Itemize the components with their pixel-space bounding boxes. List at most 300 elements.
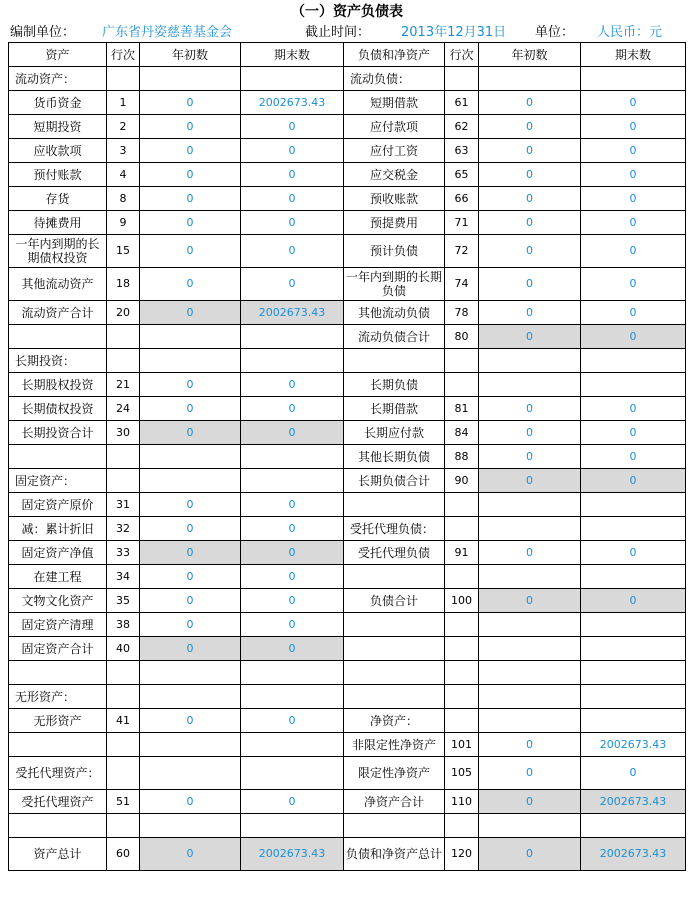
asset-line-no [107,469,140,493]
liability-item: 其他流动负债 [344,301,445,325]
asset-line-no: 3 [107,139,140,163]
liability-begin-value: 0 [479,589,581,613]
table-row [9,139,686,163]
liability-item: 长期负债 [344,373,445,397]
liability-item: 受托代理负债 [344,541,445,565]
header-cell: 行次 [107,43,140,67]
header-cell: 年初数 [479,43,581,67]
liability-item: 其他长期负债 [344,445,445,469]
table-row [9,565,686,589]
asset-begin-value: 0 [140,421,241,445]
asset-line-no: 4 [107,163,140,187]
liability-begin-value: 0 [479,757,581,790]
liability-begin-value: 0 [479,469,581,493]
liability-item: 应付款项 [344,115,445,139]
liability-item [344,661,445,685]
liability-line-no [445,493,479,517]
asset-begin-value: 0 [140,397,241,421]
asset-item: 固定资产合计 [9,637,107,661]
liability-begin-value [479,349,581,373]
asset-end-value: 0 [241,373,344,397]
asset-item: 流动资产： [9,67,107,91]
table-row [9,541,686,565]
liability-end-value [581,661,686,685]
liability-begin-value: 0 [479,268,581,301]
asset-end-value: 0 [241,709,344,733]
table-row [9,709,686,733]
asset-line-no: 2 [107,115,140,139]
table-row [9,685,686,709]
date-value: 2013年12月31日 [401,25,507,40]
liability-item: 净资产合计 [344,790,445,814]
asset-begin-value: 0 [140,91,241,115]
asset-begin-value: 0 [140,268,241,301]
table-row [9,493,686,517]
asset-line-no: 30 [107,421,140,445]
liability-item: 限定性净资产 [344,757,445,790]
table-row [9,637,686,661]
table-row [9,268,686,301]
asset-line-no: 33 [107,541,140,565]
asset-item: 存货 [9,187,107,211]
asset-end-value: 2002673.43 [241,838,344,871]
table-row [9,397,686,421]
asset-line-no [107,814,140,838]
asset-line-no: 32 [107,517,140,541]
liability-begin-value: 0 [479,541,581,565]
header-cell: 行次 [445,43,479,67]
liability-begin-value: 0 [479,301,581,325]
asset-item [9,814,107,838]
asset-begin-value [140,469,241,493]
liability-end-value: 0 [581,589,686,613]
asset-end-value: 0 [241,421,344,445]
liability-line-no [445,814,479,838]
asset-line-no: 60 [107,838,140,871]
asset-begin-value: 0 [140,589,241,613]
balance-sheet-table [8,42,686,871]
asset-item [9,661,107,685]
asset-begin-value [140,757,241,790]
liability-item [344,814,445,838]
asset-item: 无形资产： [9,685,107,709]
liability-line-no [445,517,479,541]
asset-item: 应收款项 [9,139,107,163]
liability-line-no [445,709,479,733]
liability-line-no: 66 [445,187,479,211]
liability-begin-value [479,67,581,91]
liability-end-value: 0 [581,235,686,268]
liability-begin-value: 0 [479,163,581,187]
header-cell: 年初数 [140,43,241,67]
liability-begin-value: 0 [479,733,581,757]
liability-line-no: 65 [445,163,479,187]
asset-end-value [241,757,344,790]
liability-line-no: 84 [445,421,479,445]
liability-end-value: 0 [581,541,686,565]
liability-line-no [445,613,479,637]
liability-end-value [581,613,686,637]
liability-item: 应交税金 [344,163,445,187]
asset-begin-value: 0 [140,790,241,814]
liability-begin-value: 0 [479,91,581,115]
asset-end-value: 0 [241,397,344,421]
asset-item: 长期投资合计 [9,421,107,445]
liability-item [344,637,445,661]
liability-end-value: 0 [581,445,686,469]
asset-end-value: 0 [241,211,344,235]
table-row [9,235,686,268]
asset-item: 固定资产原价 [9,493,107,517]
liability-end-value [581,685,686,709]
liability-begin-value [479,373,581,397]
header-cell: 资产 [9,43,107,67]
asset-line-no [107,445,140,469]
liability-end-value: 0 [581,211,686,235]
asset-line-no: 34 [107,565,140,589]
liability-item: 短期借款 [344,91,445,115]
asset-begin-value: 0 [140,139,241,163]
asset-begin-value [140,445,241,469]
table-row [9,67,686,91]
asset-line-no: 35 [107,589,140,613]
liability-line-no [445,685,479,709]
liability-line-no: 81 [445,397,479,421]
date-label: 截止时间： [305,25,371,40]
liability-begin-value: 0 [479,115,581,139]
asset-line-no: 24 [107,397,140,421]
liability-line-no: 88 [445,445,479,469]
asset-item: 待摊费用 [9,211,107,235]
asset-line-no: 31 [107,493,140,517]
liability-item [344,349,445,373]
asset-end-value: 0 [241,163,344,187]
asset-line-no [107,733,140,757]
liability-line-no: 78 [445,301,479,325]
asset-begin-value: 0 [140,235,241,268]
liability-begin-value [479,493,581,517]
liability-line-no [445,637,479,661]
table-row [9,814,686,838]
asset-begin-value: 0 [140,115,241,139]
asset-item [9,445,107,469]
asset-begin-value: 0 [140,541,241,565]
liability-line-no: 91 [445,541,479,565]
liability-line-no [445,349,479,373]
asset-end-value: 0 [241,268,344,301]
table-row [9,838,686,871]
liability-end-value: 2002673.43 [581,733,686,757]
liability-begin-value [479,661,581,685]
liability-end-value: 0 [581,139,686,163]
asset-begin-value: 0 [140,517,241,541]
liability-item: 预提费用 [344,211,445,235]
liability-end-value [581,709,686,733]
table-row [9,589,686,613]
liability-end-value [581,517,686,541]
asset-item: 流动资产合计 [9,301,107,325]
table-row [9,211,686,235]
asset-item: 货币资金 [9,91,107,115]
liability-line-no: 61 [445,91,479,115]
asset-item: 短期投资 [9,115,107,139]
asset-line-no: 41 [107,709,140,733]
liability-begin-value [479,613,581,637]
liability-item [344,565,445,589]
liability-end-value: 2002673.43 [581,838,686,871]
liability-begin-value [479,517,581,541]
liability-item [344,493,445,517]
liability-begin-value: 0 [479,397,581,421]
liability-item: 流动负债： [344,67,445,91]
table-row [9,733,686,757]
asset-begin-value: 0 [140,373,241,397]
asset-item: 受托代理资产： [9,757,107,790]
liability-end-value [581,565,686,589]
asset-begin-value [140,685,241,709]
asset-end-value: 0 [241,187,344,211]
table-row [9,91,686,115]
asset-line-no: 20 [107,301,140,325]
asset-end-value: 0 [241,139,344,163]
liability-begin-value [479,709,581,733]
liability-line-no: 63 [445,139,479,163]
asset-end-value [241,349,344,373]
liability-begin-value [479,565,581,589]
asset-begin-value: 0 [140,709,241,733]
table-row [9,790,686,814]
liability-item: 长期负债合计 [344,469,445,493]
liability-end-value: 0 [581,268,686,301]
asset-end-value [241,733,344,757]
liability-begin-value: 0 [479,445,581,469]
asset-begin-value [140,814,241,838]
liability-item: 非限定性净资产 [344,733,445,757]
liability-item [344,685,445,709]
asset-line-no: 15 [107,235,140,268]
asset-item: 预付账款 [9,163,107,187]
asset-end-value [241,469,344,493]
asset-begin-value: 0 [140,187,241,211]
table-row [9,757,686,790]
liability-item: 长期应付款 [344,421,445,445]
asset-item [9,733,107,757]
asset-line-no: 9 [107,211,140,235]
asset-begin-value: 0 [140,493,241,517]
liability-line-no: 62 [445,115,479,139]
asset-begin-value [140,349,241,373]
asset-line-no: 18 [107,268,140,301]
table-row [9,445,686,469]
header-cell: 负债和净资产 [344,43,445,67]
header-cell: 期末数 [241,43,344,67]
liability-item: 负债合计 [344,589,445,613]
asset-line-no [107,757,140,790]
liability-line-no: 80 [445,325,479,349]
liability-item: 预收账款 [344,187,445,211]
table-row [9,373,686,397]
asset-end-value: 0 [241,589,344,613]
table-row [9,469,686,493]
asset-item: 一年内到期的长期债权投资 [9,235,107,268]
liability-item: 长期借款 [344,397,445,421]
asset-item: 资产总计 [9,838,107,871]
liability-item: 一年内到期的长期负债 [344,268,445,301]
table-row [9,421,686,445]
asset-line-no: 40 [107,637,140,661]
unit-label: 编制单位： [10,25,76,40]
asset-item: 在建工程 [9,565,107,589]
asset-line-no [107,325,140,349]
asset-end-value: 0 [241,613,344,637]
asset-begin-value: 0 [140,637,241,661]
liability-begin-value: 0 [479,187,581,211]
liability-begin-value: 0 [479,235,581,268]
table-row [9,613,686,637]
liability-end-value: 0 [581,163,686,187]
asset-item: 长期投资： [9,349,107,373]
liability-line-no: 105 [445,757,479,790]
asset-end-value: 0 [241,493,344,517]
liability-end-value: 0 [581,91,686,115]
liability-end-value [581,493,686,517]
asset-end-value: 0 [241,565,344,589]
asset-item: 受托代理资产 [9,790,107,814]
liability-line-no [445,661,479,685]
asset-item: 无形资产 [9,709,107,733]
liability-line-no: 101 [445,733,479,757]
asset-end-value [241,685,344,709]
table-row [9,325,686,349]
liability-line-no: 120 [445,838,479,871]
asset-line-no: 1 [107,91,140,115]
asset-begin-value: 0 [140,301,241,325]
table-row [9,661,686,685]
liability-line-no: 71 [445,211,479,235]
asset-begin-value: 0 [140,211,241,235]
asset-item: 固定资产清理 [9,613,107,637]
asset-end-value [241,67,344,91]
asset-end-value: 0 [241,235,344,268]
asset-end-value [241,325,344,349]
asset-item [9,325,107,349]
liability-begin-value: 0 [479,139,581,163]
asset-item: 文物文化资产 [9,589,107,613]
asset-begin-value [140,325,241,349]
asset-line-no: 51 [107,790,140,814]
liability-begin-value: 0 [479,838,581,871]
liability-end-value: 2002673.43 [581,790,686,814]
report-meta [0,21,694,41]
liability-end-value: 0 [581,325,686,349]
asset-end-value: 0 [241,790,344,814]
asset-end-value [241,445,344,469]
liability-end-value [581,814,686,838]
currency-value: 人民币：元 [597,25,663,40]
asset-item: 长期债权投资 [9,397,107,421]
liability-end-value: 0 [581,397,686,421]
asset-item: 固定资产净值 [9,541,107,565]
liability-item: 应付工资 [344,139,445,163]
liability-end-value: 0 [581,187,686,211]
liability-end-value [581,373,686,397]
asset-end-value: 2002673.43 [241,91,344,115]
liability-line-no [445,67,479,91]
asset-end-value: 0 [241,115,344,139]
table-row [9,187,686,211]
table-row [9,349,686,373]
asset-end-value [241,814,344,838]
asset-end-value: 2002673.43 [241,301,344,325]
liability-end-value: 0 [581,421,686,445]
liability-line-no [445,565,479,589]
liability-begin-value: 0 [479,421,581,445]
liability-item: 受托代理负债： [344,517,445,541]
asset-line-no: 8 [107,187,140,211]
liability-end-value: 0 [581,301,686,325]
table-row [9,301,686,325]
liability-begin-value [479,814,581,838]
header-cell: 期末数 [581,43,686,67]
liability-begin-value: 0 [479,211,581,235]
page-title: （一）资产负债表 [291,4,403,20]
asset-item: 固定资产： [9,469,107,493]
liability-item: 净资产： [344,709,445,733]
liability-line-no: 74 [445,268,479,301]
asset-begin-value: 0 [140,613,241,637]
liability-end-value: 0 [581,115,686,139]
liability-end-value [581,67,686,91]
asset-line-no [107,685,140,709]
asset-begin-value: 0 [140,565,241,589]
liability-line-no: 100 [445,589,479,613]
liability-line-no: 110 [445,790,479,814]
asset-begin-value: 0 [140,163,241,187]
asset-line-no: 38 [107,613,140,637]
asset-line-no [107,661,140,685]
liability-end-value [581,349,686,373]
asset-item: 其他流动资产 [9,268,107,301]
asset-begin-value [140,661,241,685]
asset-end-value [241,661,344,685]
asset-line-no [107,67,140,91]
liability-item: 流动负债合计 [344,325,445,349]
asset-end-value: 0 [241,517,344,541]
asset-begin-value [140,67,241,91]
currency-label: 单位： [535,25,575,40]
liability-line-no [445,373,479,397]
liability-end-value [581,637,686,661]
liability-begin-value: 0 [479,790,581,814]
liability-begin-value [479,637,581,661]
table-row [9,517,686,541]
liability-line-no: 72 [445,235,479,268]
asset-begin-value [140,733,241,757]
liability-item: 预计负债 [344,235,445,268]
liability-end-value: 0 [581,757,686,790]
liability-item [344,613,445,637]
table-header [9,43,686,67]
liability-item: 负债和净资产总计 [344,838,445,871]
table-row [9,163,686,187]
asset-line-no [107,349,140,373]
asset-end-value: 0 [241,541,344,565]
liability-begin-value: 0 [479,325,581,349]
asset-line-no: 21 [107,373,140,397]
asset-end-value: 0 [241,637,344,661]
liability-end-value: 0 [581,469,686,493]
asset-item: 长期股权投资 [9,373,107,397]
